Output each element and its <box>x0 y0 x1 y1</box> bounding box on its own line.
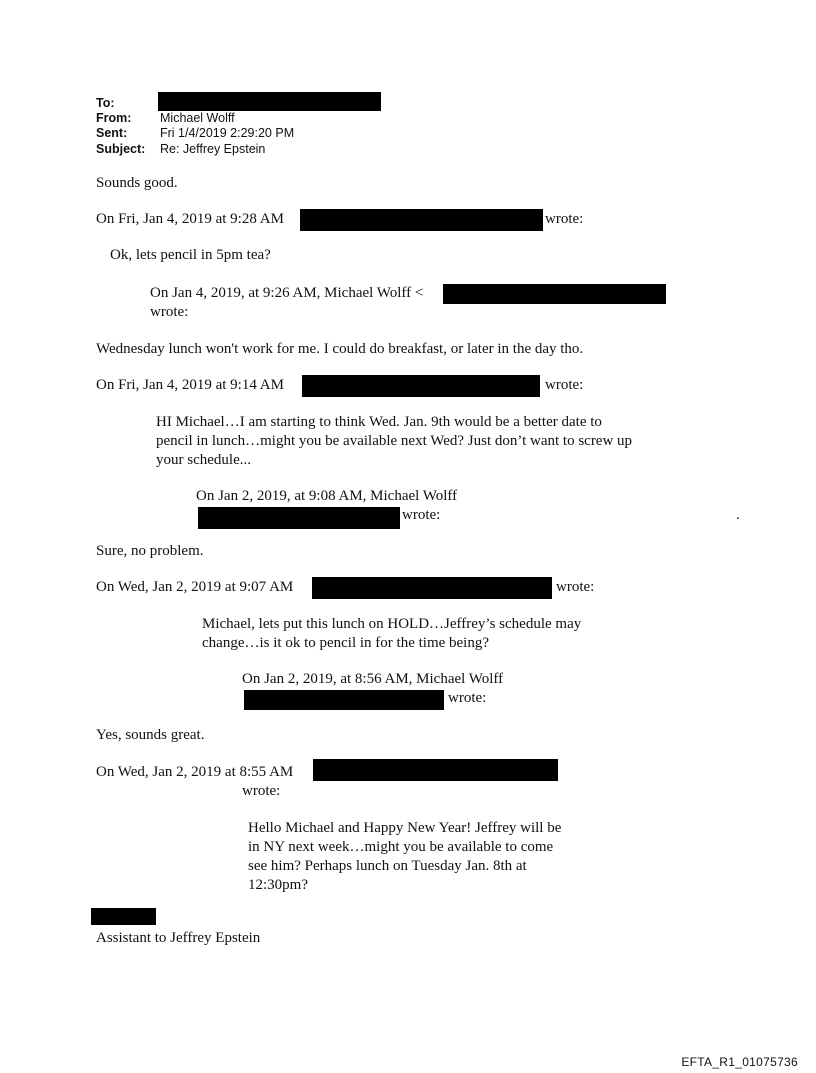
reply-text-line: 12:30pm? <box>248 877 308 893</box>
sent-value: Fri 1/4/2019 2:29:20 PM <box>160 126 295 140</box>
reply-text-line: Michael, lets put this lunch on HOLD…Jeffrey’s schedule may <box>202 616 582 632</box>
redaction-email <box>198 507 400 529</box>
redaction-email <box>312 577 552 599</box>
quote-wrote: wrote: <box>545 377 584 393</box>
quote-intro: On Jan 2, 2019, at 9:08 AM, Michael Wolff <box>196 488 458 504</box>
sent-label: Sent: <box>96 126 128 140</box>
quote-wrote: wrote: <box>402 507 441 523</box>
quote-intro: On Fri, Jan 4, 2019 at 9:28 AM <box>96 211 284 227</box>
reply-text-line: pencil in lunch…might you be available next Wed? Just don’t want to screw up <box>156 433 633 449</box>
quote-wrote: wrote: <box>448 690 487 706</box>
document-id: EFTA_R1_01075736 <box>681 1055 798 1069</box>
quote-wrote: wrote: <box>545 211 584 227</box>
reply-text-line: Hello Michael and Happy New Year! Jeffrey will be <box>248 820 562 836</box>
reply-text: Sounds good. <box>96 175 178 191</box>
quote-intro: On Fri, Jan 4, 2019 at 9:14 AM <box>96 377 284 393</box>
redaction-email <box>244 690 444 710</box>
from-label: From: <box>96 111 132 125</box>
reply-text-line: HI Michael…I am starting to think Wed. Jan. 9th would be a better date to <box>156 414 602 430</box>
signature-title: Assistant to Jeffrey Epstein <box>96 930 261 946</box>
stray-mark: . <box>736 507 740 523</box>
redaction-email <box>313 759 558 781</box>
subject-value: Re: Jeffrey Epstein <box>160 142 266 156</box>
reply-text: Yes, sounds great. <box>96 727 205 743</box>
reply-text: Wednesday lunch won't work for me. I could do breakfast, or later in the day tho. <box>96 341 584 357</box>
reply-text-line: see him? Perhaps lunch on Tuesday Jan. 8th at <box>248 858 527 874</box>
from-value: Michael Wolff <box>160 111 235 125</box>
reply-text: Ok, lets pencil in 5pm tea? <box>110 247 271 263</box>
to-label: To: <box>96 96 115 110</box>
quote-wrote: wrote: <box>556 579 595 595</box>
reply-text: Sure, no problem. <box>96 543 204 559</box>
redaction-to <box>158 92 381 111</box>
subject-label: Subject: <box>96 142 146 156</box>
quote-intro: On Jan 2, 2019, at 8:56 AM, Michael Wolff <box>242 671 504 687</box>
quote-wrote: wrote: <box>150 304 189 320</box>
redaction-signature-name <box>91 908 156 925</box>
redaction-email <box>300 209 543 231</box>
reply-text-line: change…is it ok to pencil in for the time being? <box>202 635 490 651</box>
email-header <box>0 96 816 160</box>
reply-text-line: your schedule... <box>156 452 251 468</box>
redaction-email <box>443 284 666 304</box>
quote-intro: On Jan 4, 2019, at 9:26 AM, Michael Wolff < <box>150 285 424 301</box>
quote-wrote: wrote: <box>242 783 281 799</box>
quote-intro: On Wed, Jan 2, 2019 at 9:07 AM <box>96 579 294 595</box>
quote-intro: On Wed, Jan 2, 2019 at 8:55 AM <box>96 764 294 780</box>
redaction-email <box>302 375 540 397</box>
reply-text-line: in NY next week…might you be available to come <box>248 839 554 855</box>
